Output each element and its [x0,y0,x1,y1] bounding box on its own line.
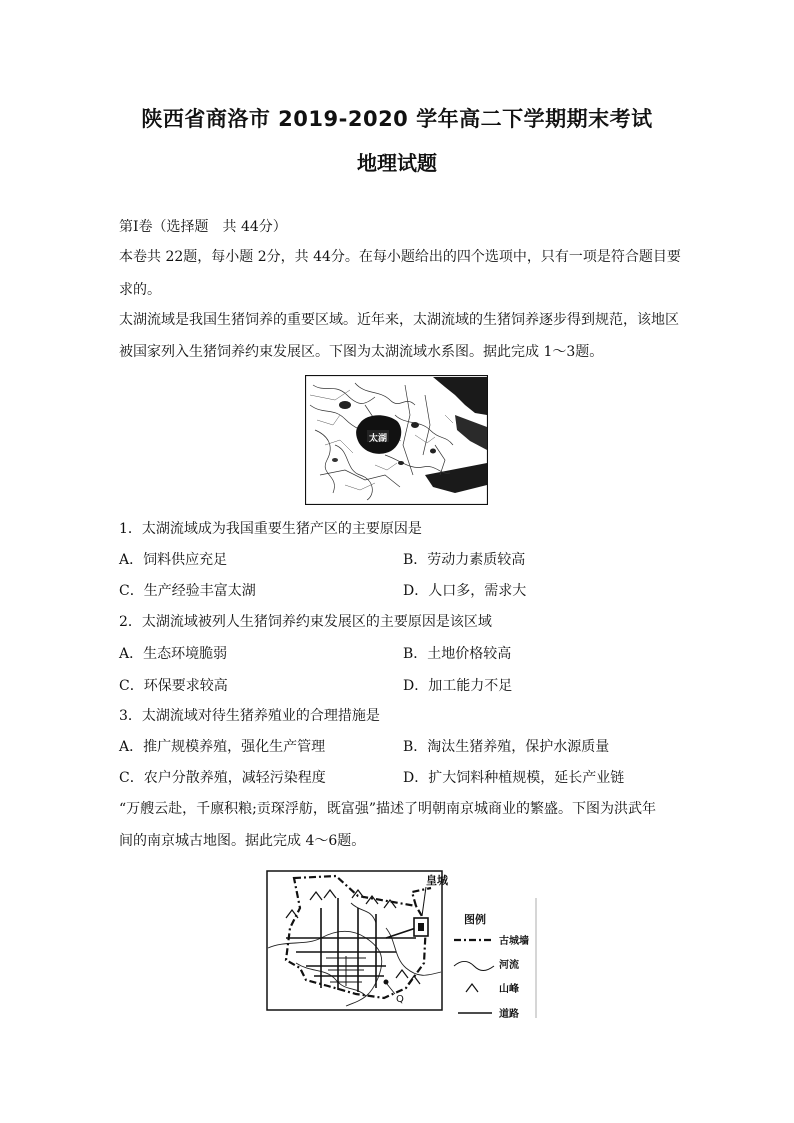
q2-option-d: D．加工能力不足 [403,678,513,694]
taihu-label: 太湖 [368,434,388,444]
q1-option-d: D．人口多，需求大 [403,583,527,599]
instructions-line-1: 本卷共 22题，每小题 2分，共 44分。在每小题给出的四个选项中，只有一项是符合题目要 [119,249,681,265]
passage2-line-2: 间的南京城古地图。据此完成 4～6题。 [119,833,366,849]
section-heading: 第Ⅰ卷（选择题 共 44分） [119,219,287,235]
question-1-stem: 1．太湖流域成为我国重要生猪产区的主要原因是 [119,521,422,537]
question-3-stem: 3．太湖流域对待生猪养殖业的合理措施是 [119,708,380,724]
q1-option-c: C．生产经验丰富太湖 [119,583,256,599]
q2-option-a: A．生态环境脆弱 [119,646,228,662]
passage1-line-1: 太湖流域是我国生猪饲养的重要区域。近年来，太湖流域的生猪饲养逐步得到规范，该地区 [119,312,679,328]
legend-city-wall: 古城墙 [499,936,529,947]
passage1-line-2: 被国家列入生猪饲养约束发展区。下图为太湖流域水系图。据此完成 1～3题。 [119,344,604,360]
instructions-line-2: 求的。 [119,282,161,298]
palace-label: 皇城 [426,874,448,887]
legend-title: 图例 [464,913,486,926]
legend-mountain: 山峰 [499,984,519,995]
nanjing-old-city-map [266,868,538,1020]
q1-option-a: A．饲料供应充足 [119,552,228,568]
exam-subtitle: 地理试题 [357,151,437,175]
taihu-water-system-map [305,375,488,505]
map-legend [454,898,536,1020]
question-2-stem: 2．太湖流域被列人生猪饲养约束发展区的主要原因是该区域 [119,614,492,630]
legend-road: 道路 [499,1009,519,1020]
q3-option-d: D．扩大饲料种植规模，延长产业链 [403,770,625,786]
exam-title: 陕西省商洛市 2019-2020 学年高二下学期期末考试 [141,107,653,131]
q2-option-b: B．土地价格较高 [403,646,512,662]
q3-option-b: B．淘汰生猪养殖，保护水源质量 [403,739,610,755]
point-q-label: Q [396,994,404,1005]
q2-option-c: C．环保要求较高 [119,678,228,694]
q1-option-b: B．劳动力素质较高 [403,552,526,568]
legend-river: 河流 [499,960,519,971]
q3-option-c: C．农户分散养殖，减轻污染程度 [119,770,326,786]
passage2-line-1: “万艘云赴，千廪积粮;贡琛浮舫，既富强”描述了明朝南京城商业的繁盛。下图为洪武年 [119,801,657,817]
q3-option-a: A．推广规模养殖，强化生产管理 [119,739,326,755]
